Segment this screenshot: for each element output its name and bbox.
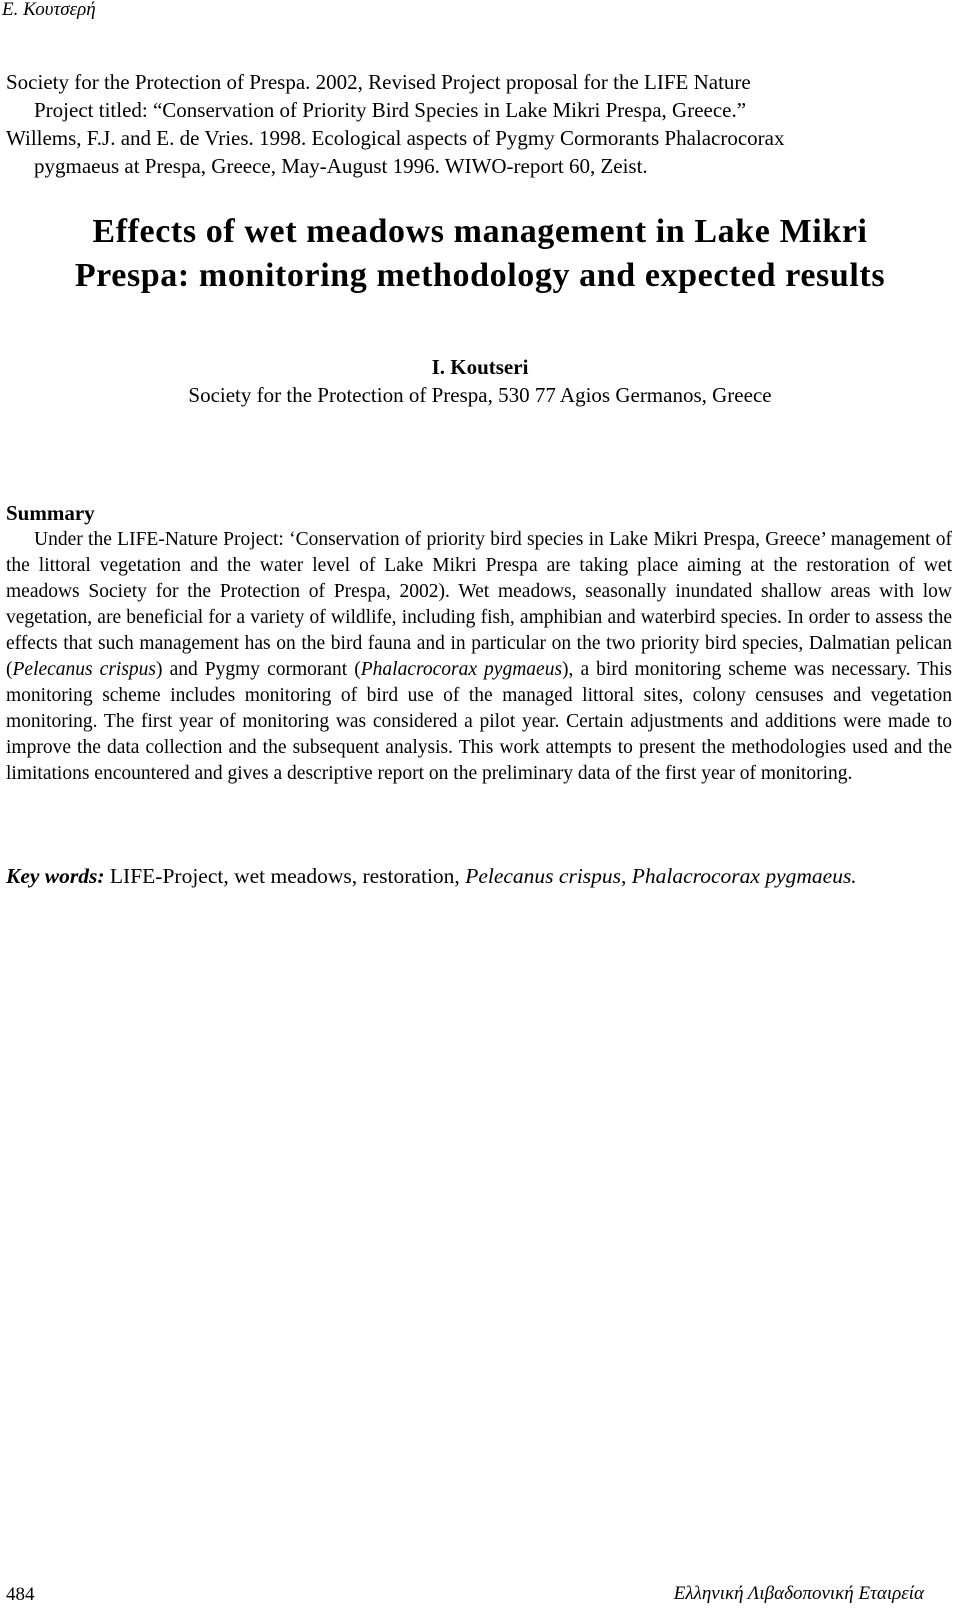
- page-number: 484: [6, 1584, 35, 1605]
- author-affiliation: Society for the Protection of Prespa, 530 77 Agios Germanos, Greece: [188, 383, 772, 407]
- summary-heading: Summary: [6, 501, 95, 525]
- reference-line: Project titled: “Conservation of Priority Bird Species in Lake Mikri Prespa, Greece.”: [34, 98, 747, 122]
- keyword-species: Phalacrocorax pygmaeus.: [631, 864, 857, 888]
- keywords: [6, 862, 952, 891]
- article-title-line: Effects of wet meadows management in Lake Mikri: [92, 213, 868, 250]
- reference-line: Society for the Protection of Prespa. 2002, Revised Project proposal for the LIFE Nature: [6, 70, 751, 94]
- summary-text-part: ) and Pygmy cormorant (: [156, 659, 361, 680]
- species-name: Phalacrocorax pygmaeus: [360, 659, 563, 680]
- author-name: I. Koutseri: [431, 355, 529, 379]
- reference-item: [6, 68, 952, 124]
- keywords-label: Key words:: [6, 864, 105, 888]
- summary-text-part: Under the LIFE-Nature Project: ‘Conservation of priority bird species in Lake Mikri Prespa, Greece’ management of the littoral vegetation and the water level of Lake Mikri Prespa are taking place aiming at the restoration of wet meadows Society for the Protection of Prespa, 2002). Wet meadows, seasonally inundated shallow areas with low vegetation, are beneficial for a variety of wildlife, including fish, amphibian and waterbird species. In order to assess the effects that such management has on the bird fauna and in particular on the two priority bird species, Dalmatian pelican (: [6, 529, 952, 680]
- reference-line: Willems, F.J. and E. de Vries. 1998. Ecological aspects of Pygmy Cormorants Phalacrocorax: [6, 126, 785, 150]
- reference-list: [6, 68, 952, 180]
- keyword-species: Pelecanus crispus: [465, 864, 622, 888]
- keywords-text: LIFE-Project, wet meadows, restoration,: [104, 864, 466, 888]
- running-header: Ε. Κουτσερή: [2, 0, 96, 20]
- summary-text-part: ), a bird monitoring scheme was necessary. This monitoring scheme includes monitoring of bird use of the managed littoral sites, colony censuses and vegetation monitoring. The first year of monitoring was considered a pilot year. Certain adjustments and additions were made to improve the data collection and the subsequent analysis. This work attempts to present the methodologies used and the limitations encountered and gives a descriptive report on the preliminary data of the first year of monitoring.: [6, 659, 952, 784]
- journal-name: Ελληνική Λιβαδοπονική Εταιρεία: [673, 1583, 924, 1604]
- reference-item: [6, 124, 952, 180]
- summary-paragraph: [6, 527, 952, 787]
- keywords-separator: ,: [621, 864, 632, 888]
- article-title-line: Prespa: monitoring methodology and expected results: [74, 257, 886, 294]
- article-title: [0, 210, 960, 298]
- reference-line: pygmaeus at Prespa, Greece, May-August 1996. WIWO-report 60, Zeist.: [34, 154, 648, 178]
- species-name: Pelecanus crispus: [12, 659, 157, 680]
